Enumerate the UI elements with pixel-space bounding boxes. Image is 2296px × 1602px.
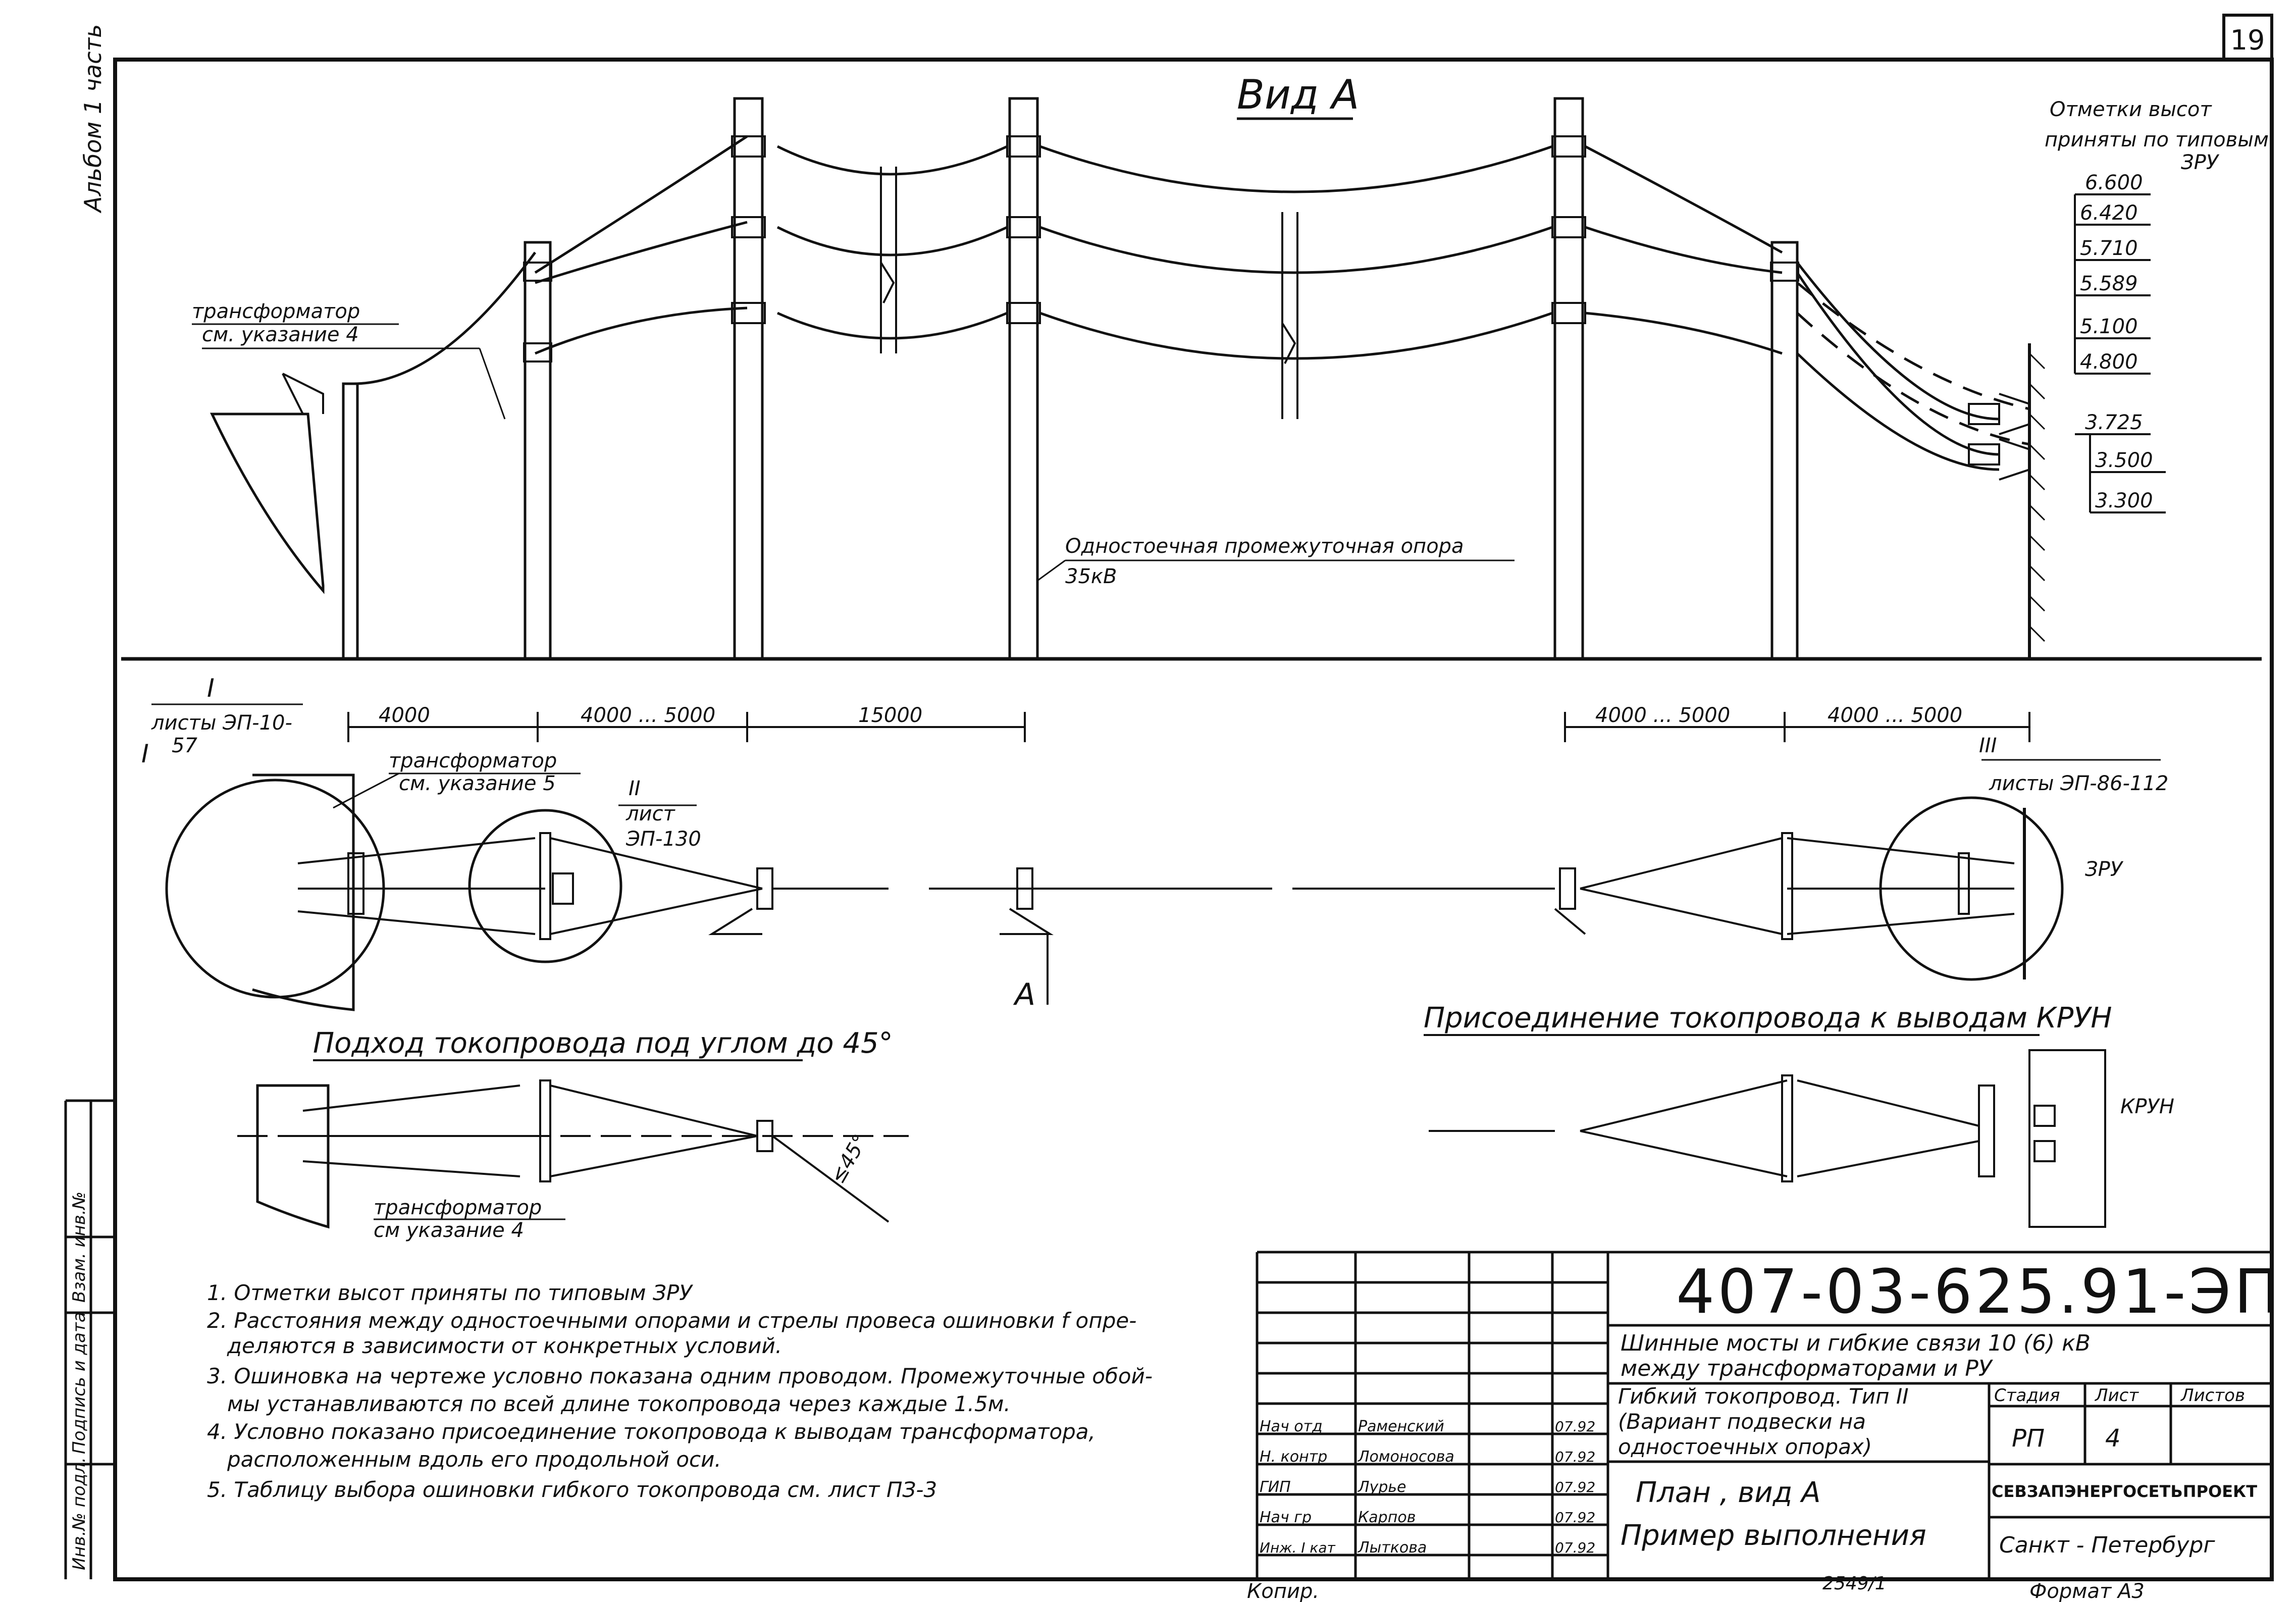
staff-name-2: Лурье <box>1358 1478 1406 1496</box>
elev-3725: 3.725 <box>2085 411 2143 434</box>
elev-5710: 5.710 <box>2080 237 2138 260</box>
pole-5 <box>1555 98 1583 659</box>
footer-num: 2549/1 <box>1822 1573 1887 1594</box>
staff-name-1: Ломоносова <box>1358 1448 1454 1466</box>
kru-title: Присоединение токопровода к выводам КРУН <box>1424 1002 2112 1035</box>
staff-role-2: ГИП <box>1260 1478 1291 1496</box>
transformer-angle-label-2: см указание 4 <box>374 1219 524 1242</box>
staff-date-2: 07.92 <box>1555 1479 1596 1495</box>
staff-role-1: Н. контр <box>1260 1448 1328 1466</box>
pole-3 <box>735 98 762 659</box>
ref-ii-sheets2: ЭП-130 <box>626 828 701 851</box>
angle-value: ≤45° <box>826 1130 873 1188</box>
doc-code: 407-03-625.91-ЭП <box>1676 1257 2283 1327</box>
note-3a: 3. Ошиновка на чертеже условно показана одним проводом. Промежуточные обой- <box>207 1364 1153 1388</box>
pole-2 <box>525 242 550 659</box>
ref-i-sheets2: 57 <box>172 734 197 757</box>
transformer-angle-label: трансформатор <box>374 1196 542 1219</box>
ref-i-sheets: листы ЭП-10- <box>151 711 292 735</box>
staff-role-0: Нач отд <box>1260 1418 1323 1435</box>
note-2b: деляются в зависимости от конкретных условий. <box>227 1333 782 1358</box>
svg-text:см. указание 4: см. указание 4 <box>202 323 359 346</box>
ref-ii-numeral: II <box>629 777 641 800</box>
elev-4800: 4.800 <box>2080 350 2138 374</box>
dim-3: 15000 <box>858 704 923 727</box>
kru-connection <box>1424 1002 2174 1227</box>
org-name: СЕВЗАПЭНЕРГОСЕТЬПРОЕКТ <box>1992 1482 2258 1501</box>
elevation-note-2: приняты по типовым <box>2045 128 2269 151</box>
view-a-title: Вид А <box>1237 71 1360 118</box>
dim-2: 4000 ... 5000 <box>581 704 716 727</box>
album-label: Альбом 1 часть <box>79 24 107 212</box>
elevation-note-1: Отметки высот <box>2050 98 2212 121</box>
sheets-header: Листов <box>2181 1385 2246 1406</box>
transformer-plan-label: трансформатор <box>389 749 557 772</box>
staff-name-3: Карпов <box>1358 1509 1416 1526</box>
transformer-plan-label-2: см. указание 5 <box>399 772 556 795</box>
city-name: Санкт - Петербург <box>1999 1532 2215 1558</box>
conductors <box>353 136 2029 470</box>
pole-1 <box>343 384 357 659</box>
staff-date-4: 07.92 <box>1555 1539 1596 1556</box>
elev-5100: 5.100 <box>2080 315 2138 338</box>
ref-ii-sheets: лист <box>626 802 675 825</box>
elev-6600: 6.600 <box>2085 171 2143 194</box>
note-3b: мы устанавливаются по всей длине токопровода через каждые 1.5м. <box>227 1391 1011 1416</box>
title-block <box>1257 1252 2283 1579</box>
pole-4 <box>1010 98 1037 659</box>
zru-label: ЗРУ <box>2085 858 2123 881</box>
sheet-header: Лист <box>2095 1385 2139 1406</box>
drawing-name-1: Гибкий токопровод. Тип II <box>1618 1384 1909 1409</box>
elev-5589: 5.589 <box>2080 272 2138 295</box>
pole-6 <box>1772 242 1797 659</box>
note-5: 5. Таблицу выбора ошиновки гибкого токопровода см. лист ПЗ-3 <box>207 1477 937 1502</box>
subject-1: Шинные мосты и гибкие связи 10 (6) кВ <box>1621 1330 2091 1356</box>
angle-title: Подход токопровода под углом до 45° <box>313 1027 893 1060</box>
kru-label: КРУН <box>2120 1095 2174 1118</box>
staff-date-0: 07.92 <box>1555 1418 1596 1435</box>
subject-2: между трансформаторами и РУ <box>1621 1356 1992 1381</box>
pole-label-voltage: 35кВ <box>1065 565 1117 588</box>
view-a <box>121 71 2269 742</box>
staff-date-3: 07.92 <box>1555 1509 1596 1526</box>
pole-label: Одностоечная промежуточная опора <box>1065 535 1464 558</box>
ref-iii-sheets: листы ЭП-86-112 <box>1989 772 2169 795</box>
note-2a: 2. Расстояния между одностоечными опорами и стрелы провеса ошиновки f опре- <box>207 1308 1137 1333</box>
transformer-elevation-label: трансформатор <box>192 300 360 323</box>
transformer-elevation <box>212 414 323 591</box>
sheet-title-2: Пример выполнения <box>1621 1519 1926 1552</box>
dim-1: 4000 <box>379 704 430 727</box>
note-4a: 4. Условно показано присоединение токопровода к выводам трансформатора, <box>207 1419 1095 1444</box>
angle-approach <box>237 1027 909 1242</box>
sheet-title-1: План , вид А <box>1636 1476 1821 1509</box>
stage-header: Стадия <box>1994 1385 2060 1406</box>
elev-3500: 3.500 <box>2095 449 2153 472</box>
drawing-name-2: (Вариант подвески на <box>1618 1409 1866 1434</box>
ref-i-numeral: I <box>207 674 215 703</box>
stamp-col-signature: Подпись и дата <box>69 1312 89 1454</box>
staff-name-4: Лыткова <box>1358 1539 1427 1557</box>
elev-6420: 6.420 <box>2080 201 2138 225</box>
staff-date-1: 07.92 <box>1555 1449 1596 1465</box>
note-1: 1. Отметки высот приняты по типовым ЗРУ <box>207 1280 692 1305</box>
sheet-value: 4 <box>2105 1424 2121 1453</box>
ref-iii-numeral: III <box>1979 734 1997 757</box>
stamp-col-inv-replace: Взам. инв.№ <box>69 1191 89 1303</box>
left-stamp <box>66 24 115 1579</box>
notes <box>207 1280 1153 1502</box>
sheet-number: 19 <box>2230 24 2265 56</box>
staff-role-4: Инж. I кат <box>1260 1539 1335 1556</box>
stage-value: РП <box>2012 1424 2045 1453</box>
ref-i-numeral-2: I <box>141 739 149 768</box>
drawing-name-3: одностоечных опорах) <box>1618 1434 1872 1459</box>
footer-format: Формат А3 <box>2029 1580 2145 1602</box>
note-4b: расположенным вдоль его продольной оси. <box>227 1447 721 1472</box>
view-marker: А <box>1015 977 1036 1012</box>
dim-4: 4000 ... 5000 <box>1595 704 1731 727</box>
stamp-col-inv-orig: Инв.№ подл. <box>69 1457 89 1570</box>
staff-role-3: Нач гр <box>1260 1509 1312 1526</box>
footer-copy: Копир. <box>1247 1580 1320 1602</box>
elev-3300: 3.300 <box>2095 489 2153 512</box>
staff-name-0: Раменский <box>1358 1418 1444 1435</box>
elevation-note-3: ЗРУ <box>2181 151 2219 174</box>
dim-5: 4000 ... 5000 <box>1828 704 1963 727</box>
